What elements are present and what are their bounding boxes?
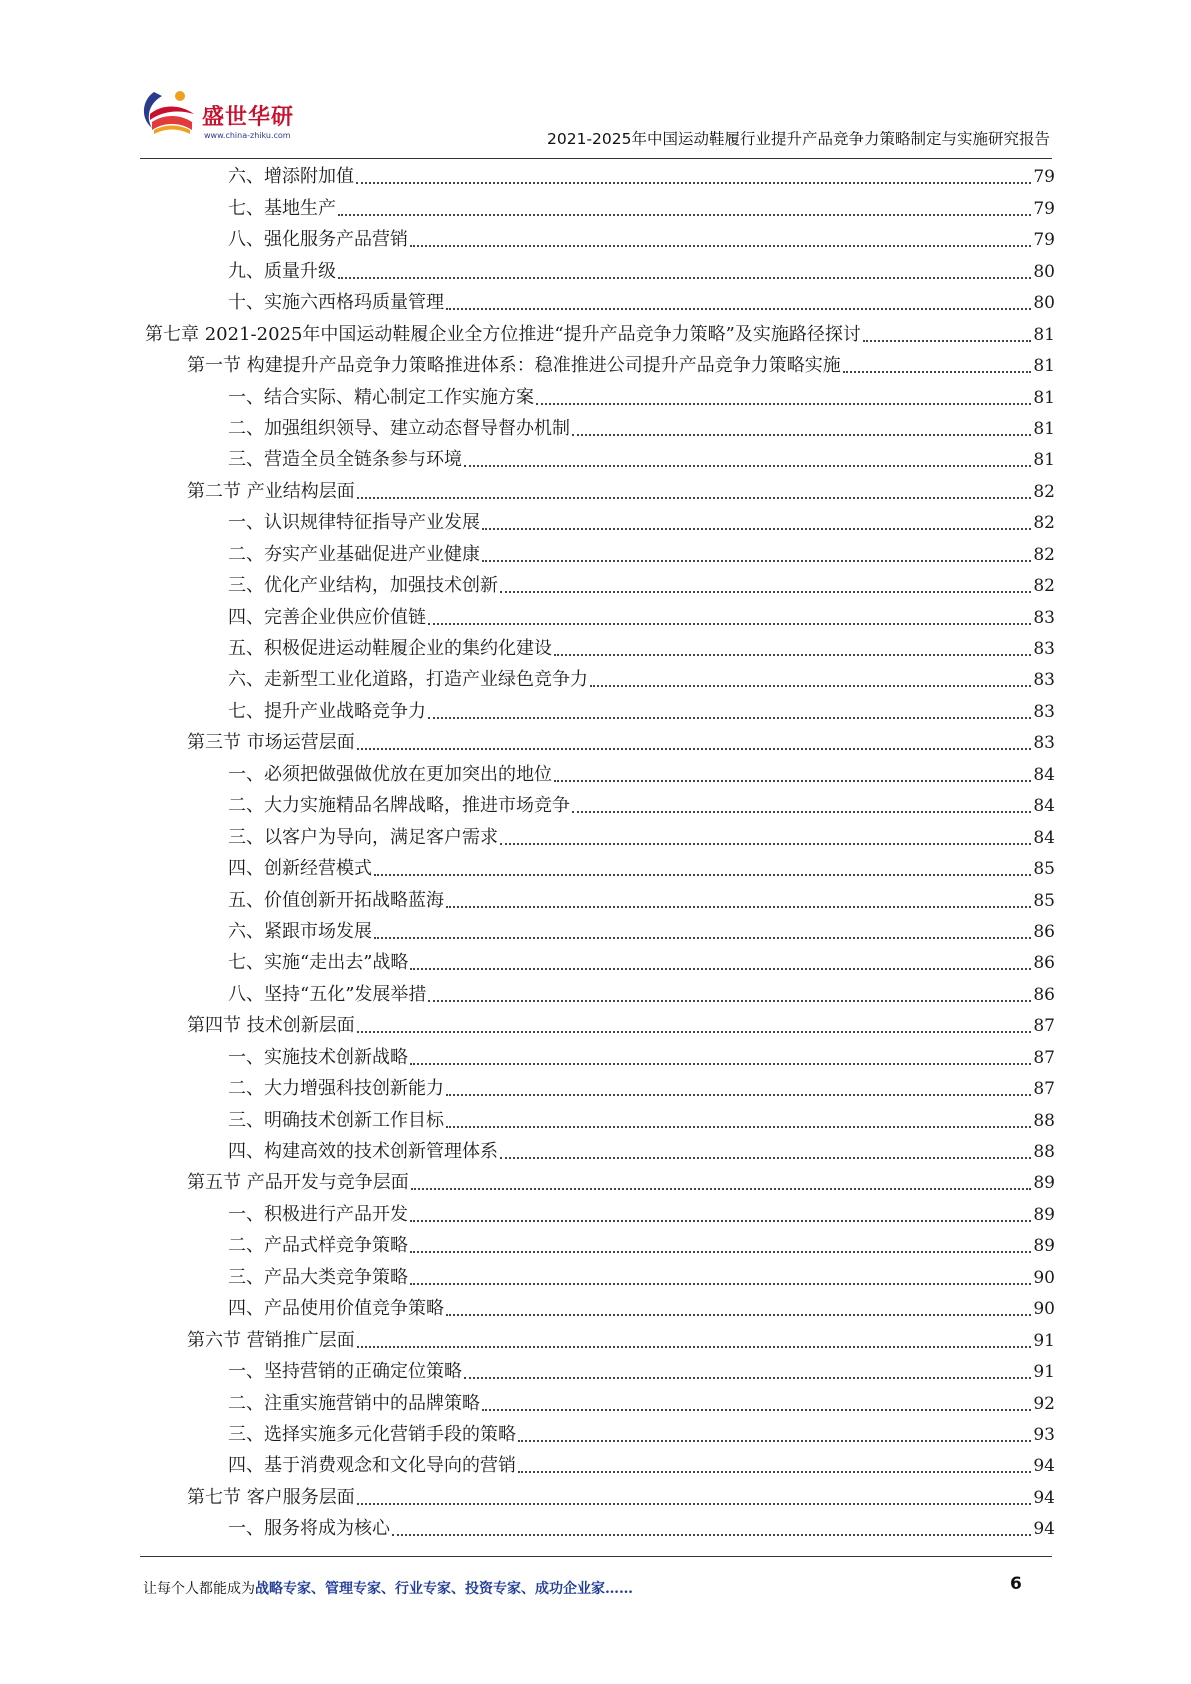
toc-entry-title: 一、认识规律特征指导产业发展 — [228, 512, 480, 534]
toc-section-entry[interactable] — [145, 1166, 1055, 1197]
toc-dot-leader — [518, 1471, 1031, 1473]
toc-entry-page: 82 — [1033, 544, 1055, 565]
toc-dot-leader — [356, 182, 1031, 184]
toc-subsection-entry[interactable] — [145, 600, 1055, 631]
toc-entry-title: 一、坚持营销的正确定位策略 — [228, 1361, 462, 1383]
toc-entry-title: 第七节 客户服务层面 — [187, 1486, 355, 1508]
toc-subsection-entry[interactable] — [145, 946, 1055, 977]
toc-entry-page: 89 — [1033, 1236, 1055, 1257]
toc-dot-leader — [554, 654, 1031, 656]
toc-dot-leader — [843, 371, 1032, 373]
toc-section-entry[interactable] — [145, 1009, 1055, 1040]
toc-dot-leader — [554, 780, 1031, 782]
toc-entry-title: 第六节 营销推广层面 — [187, 1329, 355, 1351]
toc-dot-leader — [518, 1440, 1031, 1442]
toc-dot-leader — [410, 1251, 1031, 1253]
toc-dot-leader — [410, 968, 1031, 970]
toc-entry-title: 九、质量升级 — [228, 260, 336, 282]
toc-entry-page: 79 — [1033, 230, 1055, 251]
toc-subsection-entry[interactable] — [145, 1418, 1055, 1449]
footer-slogan — [143, 1578, 633, 1598]
toc-dot-leader — [536, 403, 1031, 405]
toc-entry-title: 第一节 构建提升产品竞争力策略推进体系：稳准推进公司提升产品竞争力策略实施 — [187, 355, 841, 377]
toc-entry-title: 二、注重实施营销中的品牌策略 — [228, 1392, 480, 1414]
toc-entry-page: 87 — [1033, 1016, 1055, 1037]
toc-entry-title: 二、夯实产业基础促进产业健康 — [228, 543, 480, 565]
toc-entry-page: 94 — [1033, 1456, 1055, 1477]
toc-section-entry[interactable] — [145, 349, 1055, 380]
toc-entry-page: 89 — [1033, 1173, 1055, 1194]
toc-entry-page: 94 — [1033, 1487, 1055, 1508]
toc-dot-leader — [410, 245, 1031, 247]
toc-subsection-entry[interactable] — [145, 757, 1055, 788]
toc-subsection-entry[interactable] — [145, 1386, 1055, 1417]
toc-subsection-entry[interactable] — [145, 1072, 1055, 1103]
toc-entry-title: 四、基于消费观念和文化导向的营销 — [228, 1455, 516, 1477]
toc-subsection-entry[interactable] — [145, 443, 1055, 474]
toc-entry-page: 84 — [1033, 764, 1055, 785]
toc-entry-title: 第七章 2021-2025年中国运动鞋履企业全方位推进“提升产品竞争力策略”及实施路径探讨 — [145, 323, 861, 345]
toc-subsection-entry[interactable] — [145, 1040, 1055, 1071]
toc-subsection-entry[interactable] — [145, 191, 1055, 222]
toc-subsection-entry[interactable] — [145, 254, 1055, 285]
toc-section-entry[interactable] — [145, 474, 1055, 505]
toc-dot-leader — [863, 340, 1032, 342]
toc-subsection-entry[interactable] — [145, 694, 1055, 725]
toc-entry-page: 81 — [1033, 387, 1055, 408]
toc-subsection-entry[interactable] — [145, 663, 1055, 694]
toc-entry-title: 第三节 市场运营层面 — [187, 732, 355, 754]
toc-subsection-entry[interactable] — [145, 1197, 1055, 1228]
toc-section-entry[interactable] — [145, 1323, 1055, 1354]
toc-dot-leader — [357, 497, 1032, 499]
toc-entry-page: 82 — [1033, 481, 1055, 502]
toc-subsection-entry[interactable] — [145, 789, 1055, 820]
toc-entry-page: 79 — [1033, 167, 1055, 188]
toc-entry-title: 第四节 技术创新层面 — [187, 1015, 355, 1037]
toc-entry-title: 四、产品使用价值竞争策略 — [228, 1298, 444, 1320]
toc-entry-title: 四、创新经营模式 — [228, 858, 372, 880]
toc-entry-title: 一、结合实际、精心制定工作实施方案 — [228, 386, 534, 408]
toc-dot-leader — [446, 1126, 1031, 1128]
toc-dot-leader — [464, 1377, 1031, 1379]
toc-entry-page: 83 — [1033, 733, 1055, 754]
toc-subsection-entry[interactable] — [145, 1449, 1055, 1480]
company-logo — [140, 84, 310, 154]
toc-subsection-entry[interactable] — [145, 412, 1055, 443]
toc-dot-leader — [590, 685, 1031, 687]
toc-section-entry[interactable] — [145, 726, 1055, 757]
toc-dot-leader — [410, 1063, 1031, 1065]
toc-entry-page: 85 — [1033, 859, 1055, 880]
toc-entry-page: 91 — [1033, 1362, 1055, 1383]
toc-dot-leader — [428, 623, 1031, 625]
toc-entry-page: 92 — [1033, 1393, 1055, 1414]
toc-entry-page: 79 — [1033, 198, 1055, 219]
toc-dot-leader — [446, 906, 1031, 908]
logo-url: www.china-zhiku.com — [204, 131, 291, 140]
toc-chapter-entry[interactable] — [145, 317, 1055, 348]
toc-entry-title: 一、服务将成为核心 — [228, 1518, 390, 1540]
toc-dot-leader — [446, 1094, 1031, 1096]
toc-entry-page: 80 — [1033, 293, 1055, 314]
toc-subsection-entry[interactable] — [145, 883, 1055, 914]
toc-entry-title: 四、构建高效的技术创新管理体系 — [228, 1141, 498, 1162]
toc-dot-leader — [482, 560, 1031, 562]
toc-subsection-entry[interactable] — [145, 160, 1055, 191]
toc-entry-title: 第五节 产品开发与竞争层面 — [187, 1172, 409, 1194]
toc-subsection-entry[interactable] — [145, 1512, 1055, 1543]
toc-entry-title: 三、产品大类竞争策略 — [228, 1266, 408, 1288]
toc-dot-leader — [357, 748, 1032, 750]
toc-entry-title: 一、必须把做强做优放在更加突出的地位 — [228, 763, 552, 785]
toc-entry-title: 八、强化服务产品营销 — [228, 229, 408, 251]
toc-entry-title: 七、实施“走出去”战略 — [228, 952, 409, 974]
toc-entry-title: 五、积极促进运动鞋履企业的集约化建设 — [228, 638, 552, 659]
toc-entry-title: 三、优化产业结构，加强技术创新 — [228, 575, 498, 597]
toc-dot-leader — [500, 591, 1031, 593]
toc-entry-title: 七、基地生产 — [228, 197, 336, 219]
toc-entry-title: 三、营造全员全链条参与环境 — [228, 449, 462, 471]
toc-subsection-entry[interactable] — [145, 915, 1055, 946]
toc-subsection-entry[interactable] — [145, 223, 1055, 254]
toc-entry-page: 83 — [1033, 670, 1055, 691]
toc-dot-leader — [410, 1220, 1031, 1222]
toc-entry-page: 86 — [1033, 984, 1055, 1005]
toc-entry-page: 84 — [1033, 827, 1055, 848]
logo-emblem-icon — [140, 84, 210, 146]
toc-entry-title: 第二节 产业结构层面 — [187, 480, 355, 502]
toc-dot-leader — [500, 843, 1031, 845]
toc-entry-page: 81 — [1033, 356, 1055, 377]
toc-subsection-entry[interactable] — [145, 632, 1055, 663]
toc-entry-page: 85 — [1033, 890, 1055, 911]
toc-dot-leader — [446, 1314, 1031, 1316]
toc-entry-title: 十、实施六西格玛质量管理 — [228, 292, 444, 314]
toc-entry-page: 86 — [1033, 921, 1055, 942]
toc-entry-page: 81 — [1033, 450, 1055, 471]
toc-entry-page: 82 — [1033, 513, 1055, 534]
toc-dot-leader — [357, 1031, 1032, 1033]
toc-entry-title: 五、价值创新开拓战略蓝海 — [228, 889, 444, 911]
toc-entry-page: 90 — [1033, 1299, 1055, 1320]
toc-dot-leader — [572, 434, 1031, 436]
toc-subsection-entry[interactable] — [145, 380, 1055, 411]
toc-dot-leader — [338, 277, 1031, 279]
toc-entry-title: 一、实施技术创新战略 — [228, 1046, 408, 1068]
toc-subsection-entry[interactable] — [145, 1355, 1055, 1386]
toc-entry-page: 81 — [1033, 418, 1055, 439]
toc-entry-page: 87 — [1033, 1079, 1055, 1100]
header-divider — [140, 158, 1052, 159]
toc-entry-page: 90 — [1033, 1267, 1055, 1288]
toc-entry-title: 四、完善企业供应价值链 — [228, 606, 426, 628]
toc-subsection-entry[interactable] — [145, 506, 1055, 537]
toc-entry-page: 88 — [1033, 1110, 1055, 1131]
toc-entry-page: 83 — [1033, 701, 1055, 722]
toc-subsection-entry[interactable] — [145, 286, 1055, 317]
toc-entry-page: 82 — [1033, 576, 1055, 597]
toc-dot-leader — [464, 465, 1031, 467]
toc-entry-title: 六、紧跟市场发展 — [228, 920, 372, 942]
toc-entry-page: 91 — [1033, 1330, 1055, 1351]
toc-entry-page: 93 — [1033, 1424, 1055, 1445]
toc-entry-page: 88 — [1033, 1142, 1055, 1162]
toc-entry-page: 94 — [1033, 1519, 1055, 1540]
toc-subsection-entry[interactable] — [145, 1229, 1055, 1260]
toc-entry-title: 八、坚持“五化”发展举措 — [228, 983, 427, 1005]
toc-subsection-entry[interactable] — [145, 1135, 1055, 1166]
toc-section-entry[interactable] — [145, 1480, 1055, 1511]
toc-dot-leader — [374, 937, 1031, 939]
toc-entry-page: 87 — [1033, 1047, 1055, 1068]
toc-entry-page: 80 — [1033, 261, 1055, 282]
toc-entry-title: 七、提升产业战略竞争力 — [228, 700, 426, 722]
toc-dot-leader — [428, 1000, 1031, 1002]
toc-subsection-entry[interactable] — [145, 1103, 1055, 1134]
toc-entry-title: 三、明确技术创新工作目标 — [228, 1109, 444, 1131]
toc-entry-page: 83 — [1033, 607, 1055, 628]
toc-dot-leader — [428, 717, 1031, 719]
toc-subsection-entry[interactable] — [145, 820, 1055, 851]
footer-slogan-highlight: 战略专家、管理专家、行业专家、投资专家、成功企业家…… — [255, 1581, 633, 1597]
toc-subsection-entry[interactable] — [145, 977, 1055, 1008]
toc-dot-leader — [446, 308, 1031, 310]
toc-dot-leader — [410, 1283, 1031, 1285]
toc-entry-title: 二、加强组织领导、建立动态督导督办机制 — [228, 417, 570, 439]
toc-entry-page: 81 — [1033, 324, 1055, 345]
report-title: 2021-2025年中国运动鞋履行业提升产品竞争力策略制定与实施研究报告 — [547, 130, 1050, 148]
toc-dot-leader — [500, 1157, 1031, 1159]
toc-dot-leader — [392, 1534, 1031, 1536]
footer-slogan-lead: 让每个人都能成为 — [143, 1581, 255, 1597]
toc-entry-title: 三、以客户为导向，满足客户需求 — [228, 826, 498, 848]
toc-entry-title: 二、大力增强科技创新能力 — [228, 1078, 444, 1100]
toc-dot-leader — [338, 214, 1031, 216]
toc-dot-leader — [572, 811, 1031, 813]
page-header — [140, 84, 1060, 158]
toc-subsection-entry[interactable] — [145, 852, 1055, 883]
toc-entry-title: 六、增添附加值 — [228, 166, 354, 188]
toc-subsection-entry[interactable] — [145, 1260, 1055, 1291]
toc-dot-leader — [482, 528, 1031, 530]
table-of-contents — [145, 160, 1055, 1543]
toc-entry-page: 84 — [1033, 796, 1055, 817]
toc-dot-leader — [374, 874, 1031, 876]
logo-brand-name: 盛世华研 — [202, 105, 295, 130]
toc-dot-leader — [411, 1188, 1032, 1190]
toc-entry-title: 二、产品式样竞争策略 — [228, 1235, 408, 1257]
toc-entry-title: 六、走新型工业化道路，打造产业绿色竞争力 — [228, 669, 588, 691]
toc-entry-title: 三、选择实施多元化营销手段的策略 — [228, 1423, 516, 1445]
page-number: 6 — [1010, 1574, 1022, 1594]
footer-divider — [140, 1556, 1052, 1557]
toc-dot-leader — [357, 1503, 1032, 1505]
toc-entry-title: 二、大力实施精品名牌战略，推进市场竞争 — [228, 795, 570, 817]
toc-entry-title: 一、积极进行产品开发 — [228, 1203, 408, 1225]
toc-subsection-entry[interactable] — [145, 537, 1055, 568]
toc-dot-leader — [357, 1346, 1032, 1348]
toc-subsection-entry[interactable] — [145, 1292, 1055, 1323]
toc-entry-page: 83 — [1033, 639, 1055, 659]
toc-subsection-entry[interactable] — [145, 569, 1055, 600]
toc-dot-leader — [482, 1409, 1031, 1411]
toc-entry-page: 89 — [1033, 1204, 1055, 1225]
toc-entry-page: 86 — [1033, 953, 1055, 974]
